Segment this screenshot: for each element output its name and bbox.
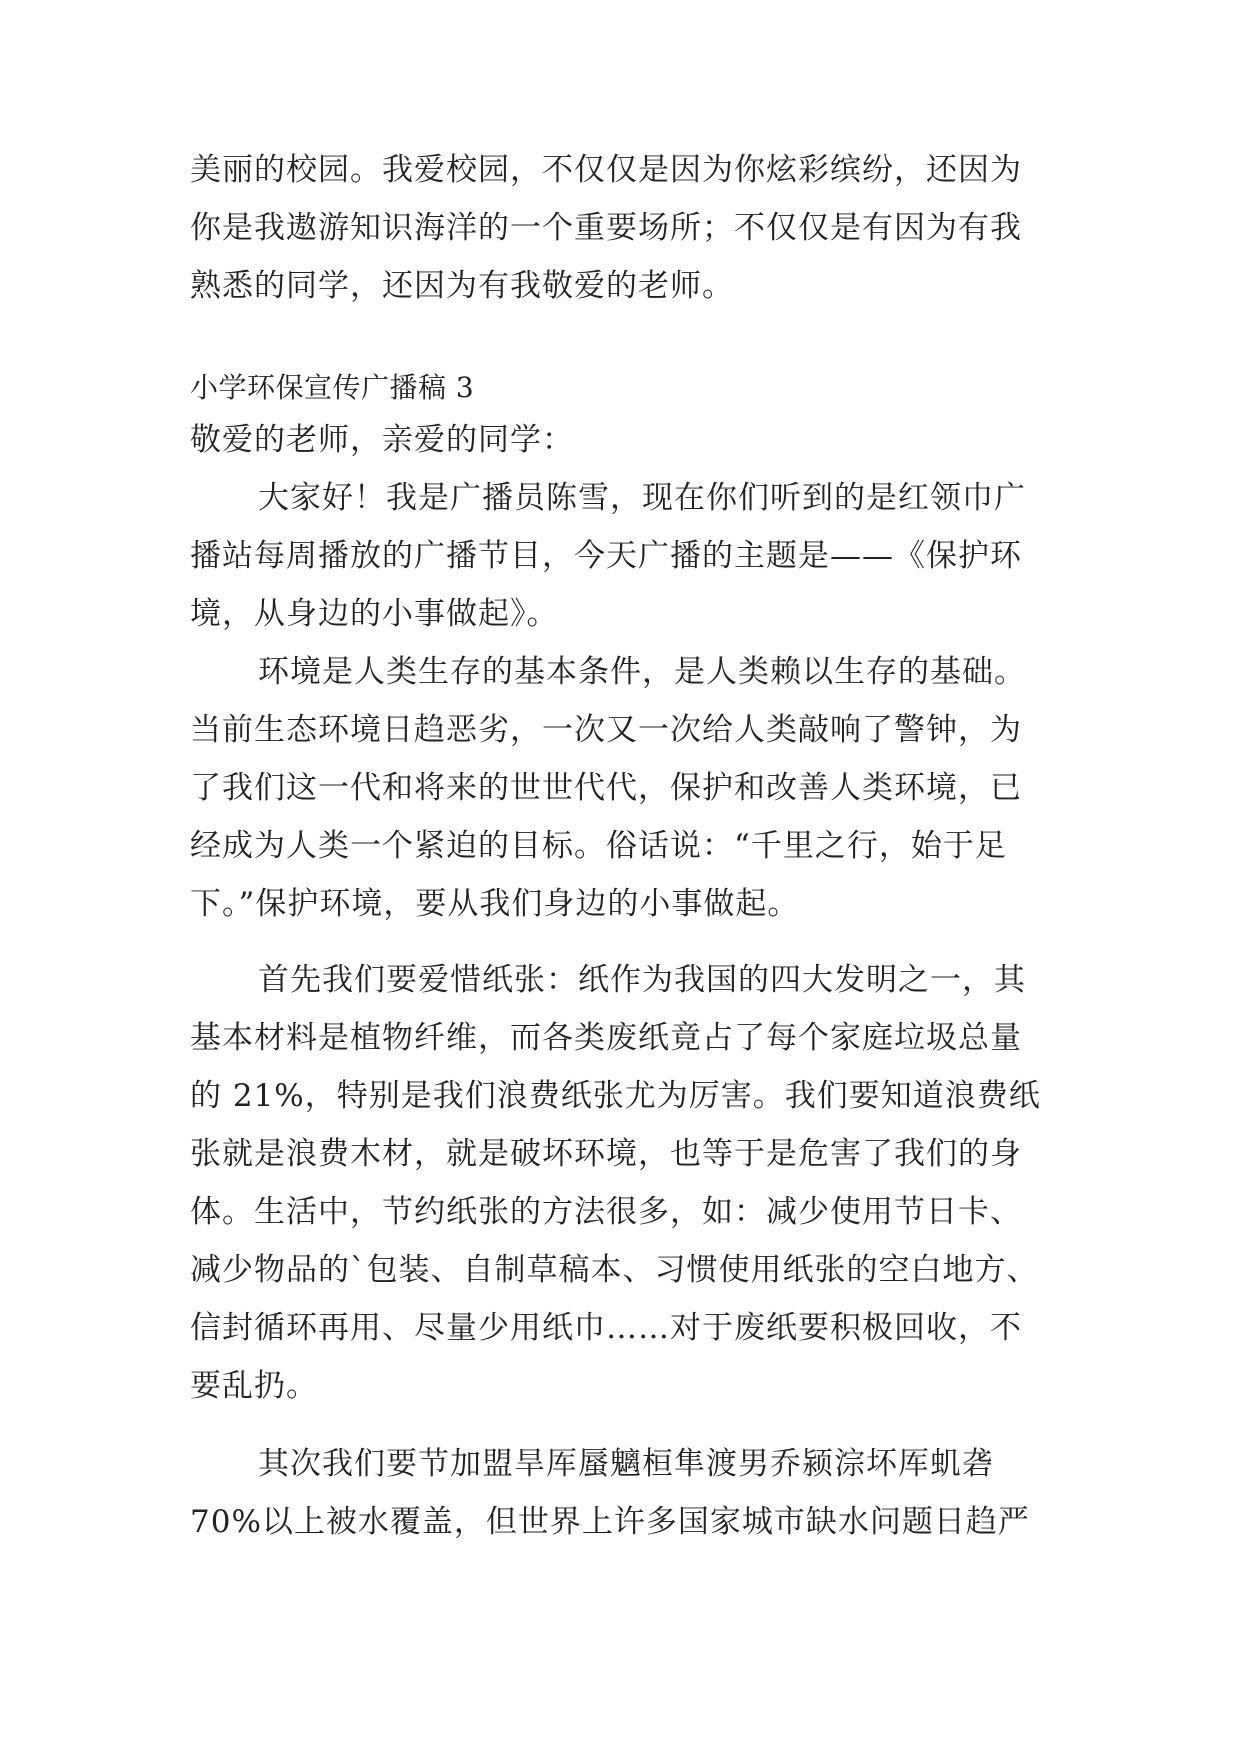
text-line: 你是我遨游知识海洋的一个重要场所；不仅仅是有因为有我 xyxy=(190,210,1022,246)
text-line: 的 21%，特别是我们浪费纸张尤为厉害。我们要知道浪费纸 xyxy=(190,1078,1041,1114)
text-line: 境，从身边的小事做起》。 xyxy=(190,596,559,632)
text-line: 70%以上被水覆盖，但世界上许多国家城市缺水问题日趋严 xyxy=(190,1504,1030,1540)
text-line: 张就是浪费木材，就是破坏环境，也等于是危害了我们的身 xyxy=(190,1136,1022,1172)
text-line: 经成为人类一个紧迫的目标。俗话说：“千里之行，始于足 xyxy=(190,828,1007,864)
text-line: 环境是人类生存的基本条件，是人类赖以生存的基础。 xyxy=(258,654,1026,690)
text-line: 了我们这一代和将来的世世代代，保护和改善人类环境，已 xyxy=(190,770,1022,806)
text-line: 首先我们要爱惜纸张：纸作为我国的四大发明之一，其 xyxy=(258,962,1026,998)
text-line: 基本材料是植物纤维，而各类废纸竟占了每个家庭垃圾总量 xyxy=(190,1020,1022,1056)
section-title: 小学环保宣传广播稿 3 xyxy=(190,371,475,404)
greeting: 敬爱的老师，亲爱的同学： xyxy=(190,422,574,458)
text-line: 其次我们要节加盟旱厍蜃魑桓隼渡男乔颍淙坏厍虮砻 xyxy=(258,1446,994,1482)
text-line: 体。生活中，节约纸张的方法很多，如：减少使用节日卡、 xyxy=(190,1194,1022,1230)
text-line: 美丽的校园。我爱校园，不仅仅是因为你炫彩缤纷，还因为 xyxy=(190,152,1022,188)
text-line: 要乱扔。 xyxy=(190,1368,318,1404)
text-line: 减少物品的`包装、自制草稿本、习惯使用纸张的空白地方、 xyxy=(190,1252,1039,1288)
text-line: 当前生态环境日趋恶劣，一次又一次给人类敲响了警钟，为 xyxy=(190,712,1022,748)
text-line: 大家好！我是广播员陈雪，现在你们听到的是红领巾广 xyxy=(258,480,1026,516)
text-line: 下。”保护环境，要从我们身边的小事做起。 xyxy=(190,886,800,922)
text-line: 播站每周播放的广播节目，今天广播的主题是——《保护环 xyxy=(190,538,1022,574)
text-line: 信封循环再用、尽量少用纸巾……对于废纸要积极回收，不 xyxy=(190,1310,1022,1346)
text-line: 熟悉的同学，还因为有我敬爱的老师。 xyxy=(190,268,734,304)
